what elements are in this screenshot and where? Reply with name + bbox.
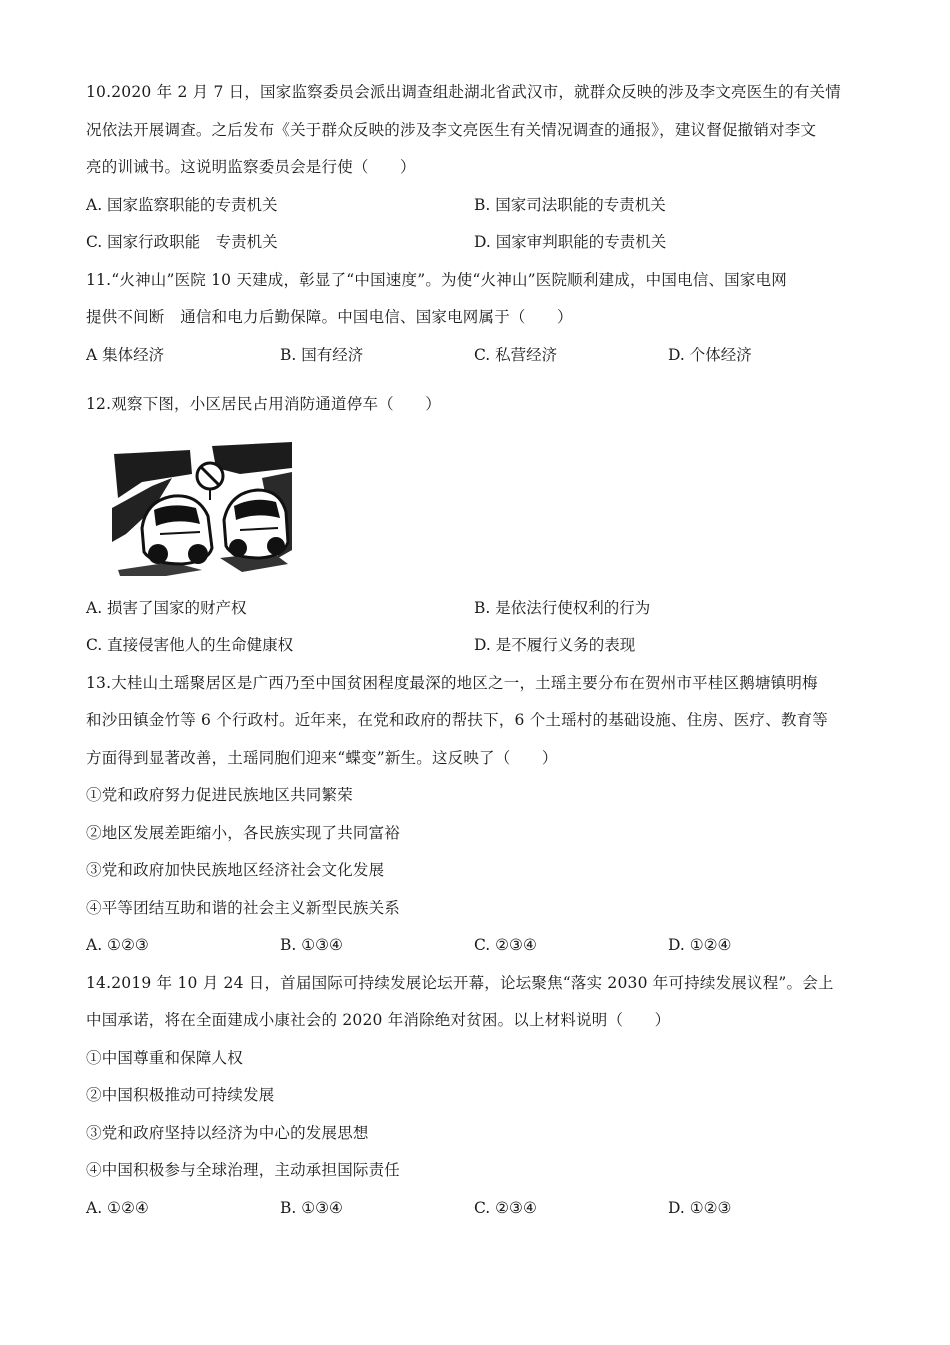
question-14-option-b[interactable]: B. ①③④ — [280, 1198, 343, 1217]
question-11-options — [86, 337, 876, 375]
question-12 — [86, 386, 876, 665]
question-14-statement-1: ①中国尊重和保障人权 — [86, 1048, 244, 1067]
question-10-option-b[interactable]: B. 国家司法职能的专责机关 — [474, 195, 666, 214]
question-10 — [86, 74, 876, 262]
question-10-options-row-1 — [86, 187, 876, 225]
question-12-option-c[interactable]: C. 直接侵害他人的生命健康权 — [86, 636, 294, 654]
question-14-statement-2: ②中国积极推动可持续发展 — [86, 1086, 275, 1104]
question-13-option-c[interactable]: C. ②③④ — [474, 936, 537, 954]
question-11-stem-line-2: 提供不间断 通信和电力后勤保障。中国电信、国家电网属于（ ） — [86, 308, 573, 326]
question-10-stem-line-3: 亮的训诫书。这说明监察委员会是行使（ ） — [86, 158, 416, 176]
question-14-option-d[interactable]: D. ①②③ — [668, 1198, 732, 1217]
question-12-stem-line-1: 12.观察下图，小区居民占用消防通道停车（ ） — [86, 395, 441, 413]
question-14-option-c[interactable]: C. ②③④ — [474, 1198, 537, 1217]
question-14-option-a[interactable]: A. ①②④ — [86, 1198, 149, 1217]
question-11-option-b[interactable]: B. 国有经济 — [280, 345, 364, 364]
question-14-options — [86, 1190, 876, 1228]
question-14-statement-3: ③党和政府坚持以经济为中心的发展思想 — [86, 1123, 369, 1142]
question-14-stem-line-2: 中国承诺，将在全面建成小康社会的 2020 年消除绝对贫困。以上材料说明（ ） — [86, 1011, 671, 1029]
question-13-statement-2: ②地区发展差距缩小，各民族实现了共同富裕 — [86, 823, 401, 842]
question-14-stem-line-1: 14.2019 年 10 月 24 日，首届国际可持续发展论坛开幕，论坛聚焦“落实 2030 年可持续发展议程”。会上 — [86, 973, 834, 992]
question-13-stem-line-2: 和沙田镇金竹等 6 个行政村。近年来，在党和政府的帮扶下，6 个土瑶村的基础设施、住房、医疗、教育等 — [86, 711, 829, 729]
fire-lane-parking-illustration — [112, 438, 294, 578]
question-12-options-row-2 — [86, 627, 876, 665]
question-11-stem-line-1: 11.“火神山”医院 10 天建成，彰显了“中国速度”。为使“火神山”医院顺利建成，中国电信、国家电网 — [86, 270, 787, 289]
question-13-option-d[interactable]: D. ①②④ — [668, 936, 732, 954]
question-10-option-d[interactable]: D. 国家审判职能的专责机关 — [474, 233, 667, 251]
question-13-statement-4: ④平等团结互助和谐的社会主义新型民族关系 — [86, 898, 401, 917]
question-14 — [86, 965, 876, 1228]
question-10-stem-line-1: 10.2020 年 2 月 7 日，国家监察委员会派出调查组赴湖北省武汉市，就群众反映的涉及李文亮医生的有关情 — [86, 83, 841, 101]
question-13 — [86, 665, 876, 965]
question-12-options-row-1 — [86, 590, 876, 628]
question-10-options-row-2 — [86, 224, 876, 262]
question-13-option-b[interactable]: B. ①③④ — [280, 936, 343, 954]
question-13-stem-line-3: 方面得到显著改善，土瑶同胞们迎来“蝶变”新生。这反映了（ ） — [86, 748, 558, 767]
question-13-option-a[interactable]: A. ①②③ — [86, 936, 149, 954]
question-12-option-a[interactable]: A. 损害了国家的财产权 — [86, 598, 247, 617]
question-11-option-d[interactable]: D. 个体经济 — [668, 345, 752, 364]
question-12-option-b[interactable]: B. 是依法行使权利的行为 — [474, 598, 651, 617]
exam-page — [86, 74, 876, 1227]
question-12-option-d[interactable]: D. 是不履行义务的表现 — [474, 636, 636, 654]
question-10-option-a[interactable]: A. 国家监察职能的专责机关 — [86, 195, 278, 214]
question-11-option-a[interactable]: A 集体经济 — [86, 345, 165, 364]
question-13-stem-line-1: 13.大桂山土瑶聚居区是广西乃至中国贫困程度最深的地区之一，土瑶主要分布在贺州市平桂区鹅塘镇明梅 — [86, 673, 818, 692]
question-10-option-c[interactable]: C. 国家行政职能 专责机关 — [86, 233, 278, 251]
parked-cars-sketch-icon — [112, 438, 294, 578]
question-10-stem-line-2: 况依法开展调查。之后发布《关于群众反映的涉及李文亮医生有关情况调查的通报》，建议督促撤销对李文 — [86, 120, 817, 139]
question-13-options — [86, 927, 876, 965]
question-11 — [86, 262, 876, 375]
question-13-statement-1: ①党和政府努力促进民族地区共同繁荣 — [86, 786, 353, 804]
question-14-statement-4: ④中国积极参与全球治理，主动承担国际责任 — [86, 1161, 401, 1179]
question-13-statement-3: ③党和政府加快民族地区经济社会文化发展 — [86, 861, 385, 879]
question-11-option-c[interactable]: C. 私营经济 — [474, 345, 558, 364]
